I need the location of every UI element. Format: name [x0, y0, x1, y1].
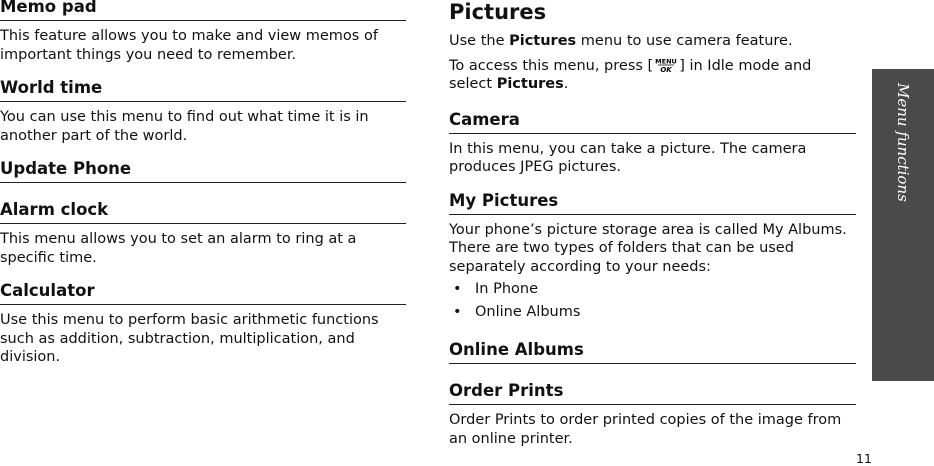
list-item: • Online Albums	[453, 304, 581, 320]
order-prints-text: Order Prints to order printed copies of the image from an online printer.	[449, 412, 842, 447]
left-column	[0, 0, 406, 381]
section-tab-label: Menu functions	[894, 83, 912, 202]
pictures-intro: Use the Pictures menu to use camera feature.	[449, 33, 793, 49]
pictures-access: To access this menu, press [ MENU OK ] in Idle mode and select Pictures.	[449, 57, 812, 92]
bullet-icon: •	[453, 281, 462, 297]
update-phone-heading: Update Phone	[0, 159, 406, 183]
right-column	[449, 0, 856, 462]
page-number: 11	[856, 451, 872, 466]
memo-pad-text: This feature allows you to make and view memos of important things you need to remember.	[0, 28, 378, 63]
menu-ok-key-icon	[653, 56, 679, 74]
my-pictures-text: Your phone’s picture storage area is called My Albums. There are two types of folders that can be used separately according to your needs:	[449, 221, 847, 275]
camera-text: In this menu, you can take a picture. The camera produces JPEG pictures.	[449, 140, 807, 175]
alarm-clock-text: This menu allows you to set an alarm to ring at a specific time.	[0, 231, 357, 266]
order-prints-heading: Order Prints	[449, 381, 856, 405]
world-time-heading: World time	[0, 78, 406, 102]
my-pictures-heading: My Pictures	[449, 191, 856, 215]
section-tab	[872, 69, 934, 381]
my-pictures-list	[449, 280, 856, 322]
svg-text:OK: OK	[660, 65, 672, 74]
alarm-clock-heading: Alarm clock	[0, 200, 406, 224]
calculator-heading: Calculator	[0, 281, 406, 305]
world-time-text: You can use this menu to find out what time it is in another part of the world.	[0, 109, 369, 144]
list-item: • In Phone	[453, 281, 538, 297]
svg-text:MENU: MENU	[655, 57, 678, 65]
pictures-title: Pictures	[449, 0, 547, 24]
camera-heading: Camera	[449, 110, 856, 134]
bullet-icon: •	[453, 304, 462, 320]
online-albums-heading: Online Albums	[449, 340, 856, 364]
memo-pad-heading: Memo pad	[0, 0, 406, 21]
calculator-text: Use this menu to perform basic arithmetic functions such as addition, subtraction, multiplication, and division.	[0, 312, 379, 365]
